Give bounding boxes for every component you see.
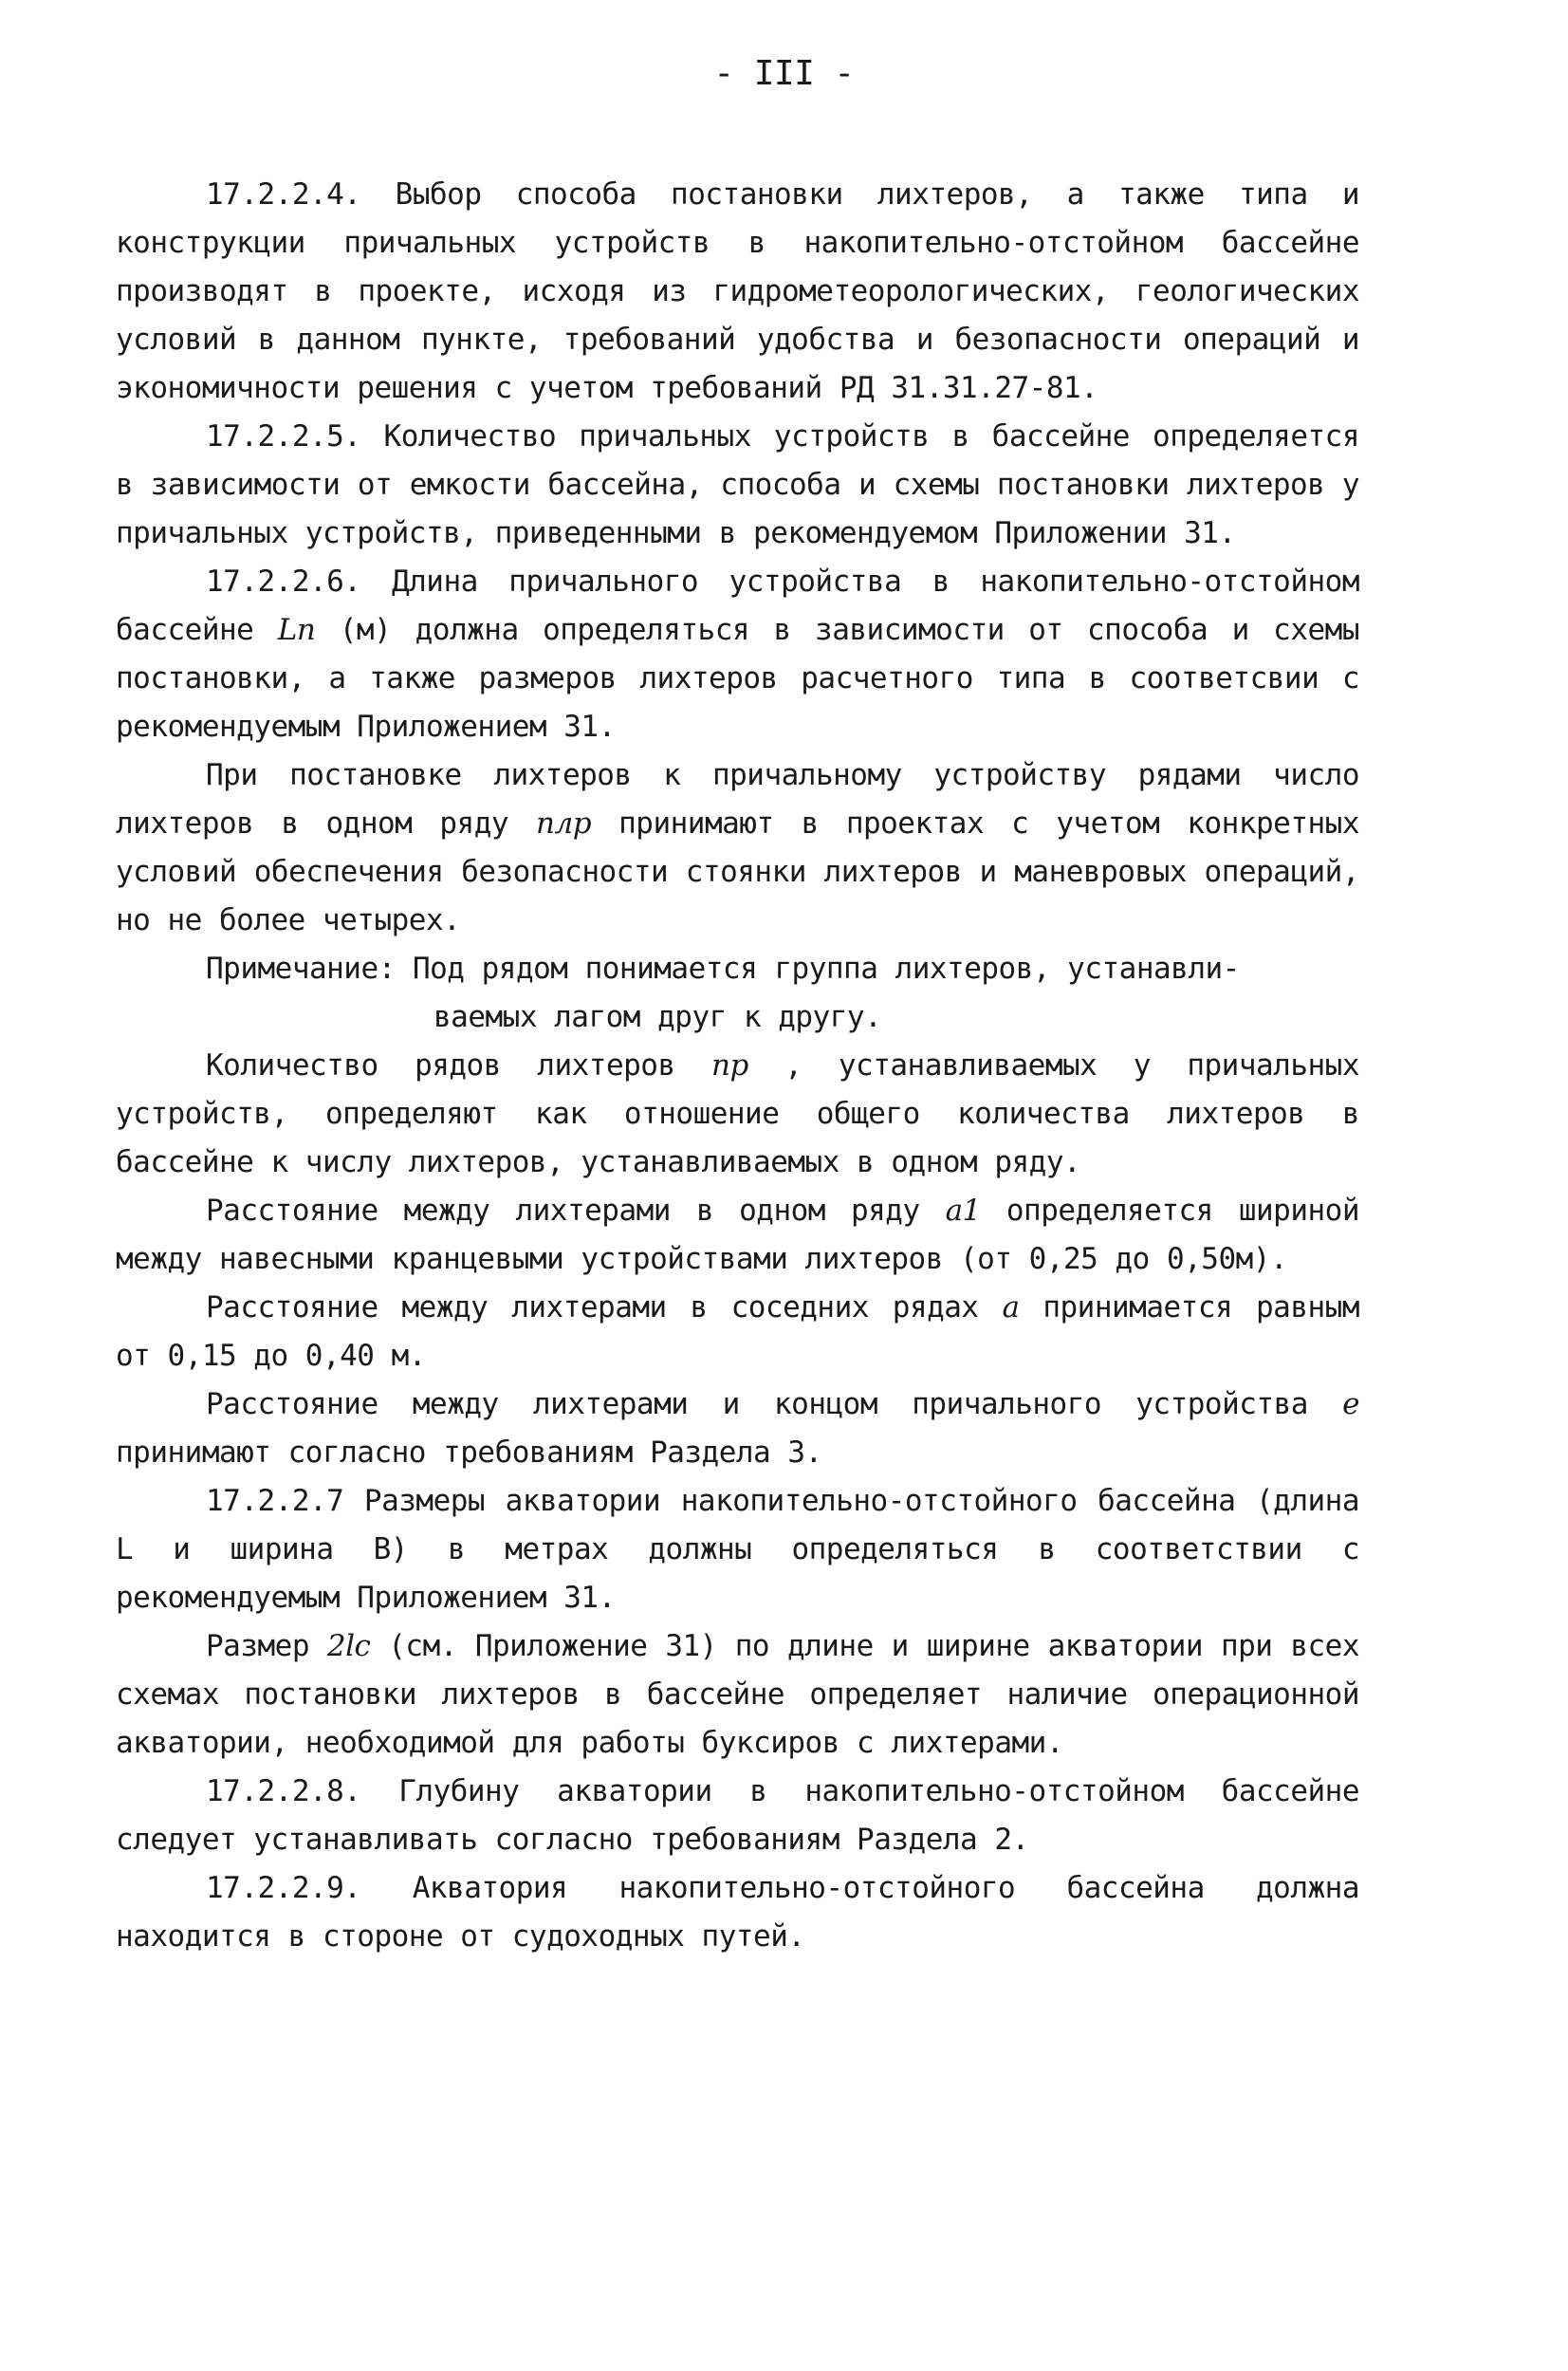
- paragraph-17-2-2-5: 17.2.2.5. Количество причальных устройств в бассейне определяется в зависимости от емкости бассейна, способа и схемы постановки лихтеров у причальных устройств, приведенными в рекомендуемом Приложении 31.: [116, 419, 1359, 550]
- paragraph-size-2lc: [116, 1622, 1359, 1768]
- paragraph-text: Расстояние между лихтерами в соседних рядах: [206, 1290, 1003, 1324]
- paragraph-text: (см. Приложение 31) по длине и ширине акватории при всех схемах постановки лихтеров в бассейне определяет наличие операционной акватории, необходимой для работы буксиров с лихтерами.: [116, 1629, 1359, 1760]
- formula-symbol-2lc: 2lс: [326, 1629, 371, 1663]
- paragraph-text: При постановке лихтеров к причальному устройству рядами число лихтеров в одном ряду: [116, 758, 1359, 841]
- paragraph-17-2-2-7: 17.2.2.7 Размеры акватории накопительно-отстойного бассейна (длина L и ширина B) в метрах должны определяться в соответствии с рекомендуемым Приложением 31.: [116, 1484, 1359, 1615]
- paragraph-text: принимают в проектах с учетом конкретных условий обеспечения безопасности стоянки лихтеров и маневровых операций, но не более четырех.: [116, 806, 1359, 937]
- paragraph-17-2-2-6: [116, 558, 1359, 751]
- paragraph-number-of-rows: [116, 1042, 1359, 1187]
- formula-symbol-a: a: [1002, 1290, 1020, 1324]
- formula-symbol-lp: Lп: [277, 613, 316, 647]
- paragraph-17-2-2-8: 17.2.2.8. Глубину акватории в накопительно-отстойном бассейне следует устанавливать согласно требованиям Раздела 2.: [116, 1774, 1359, 1857]
- paragraph-distance-in-row: [116, 1187, 1359, 1284]
- paragraph-17-2-2-4: 17.2.2.4. Выбор способа постановки лихтеров, а также типа и конструкции причальных устройств в накопительно-отстойном бассейне производят в проекте, исходя из гидрометеорологических, геологических условий в данном пункте, требований удобства и безопасности операций и экономичности решения с учетом требований РД 31.31.27-81.: [116, 177, 1359, 405]
- formula-symbol-np: nр: [711, 1048, 748, 1083]
- paragraph-text: определяется шириной между навесными кранцевыми устройствами лихтеров (от 0,25 до 0,50м).: [116, 1194, 1359, 1276]
- formula-symbol-e: e: [1342, 1387, 1359, 1421]
- paragraph-text: (м) должна определяться в зависимости от способа и схемы постановки, а также размеров лихтеров расчетного типа в соответсвии с рекомендуемым Приложением 31.: [116, 613, 1359, 744]
- note-label: Примечание: Под рядом понимается группа лихтеров, устанавли-: [206, 952, 1240, 986]
- note-continuation: ваемых лагом друг к другу.: [434, 1000, 882, 1034]
- paragraph-text: Количество рядов лихтеров: [206, 1048, 712, 1083]
- formula-symbol-nlr: nлр: [536, 806, 592, 841]
- page-number: - III -: [713, 54, 855, 93]
- formula-symbol-a1: a1: [945, 1194, 981, 1228]
- paragraph-text: 17.2.2.6. Длина причального устройства в накопительно-отстойном бассейне: [116, 565, 1359, 647]
- paragraph-lighters-per-row: [116, 751, 1359, 945]
- paragraph-text: , устанавливаемых у причальных устройств, определяют как отношение общего количества лихтеров в бассейне к числу лихтеров, устанавливаемых в одном ряду.: [116, 1048, 1359, 1179]
- paragraph-text: принимается равным от 0,15 до 0,40 м.: [116, 1290, 1360, 1373]
- paragraph-17-2-2-9: 17.2.2.9. Акватория накопительно-отстойного бассейна должна находится в стороне от судоходных путей.: [116, 1871, 1359, 1954]
- note: [116, 945, 1359, 1042]
- paragraph-text: Расстояние между лихтерами в одном ряду: [206, 1194, 946, 1228]
- document-body: [116, 171, 1359, 1961]
- paragraph-text: Размер: [206, 1629, 327, 1663]
- paragraph-distance-to-end: [116, 1380, 1359, 1477]
- paragraph-text: Расстояние между лихтерами и концом причального устройства: [206, 1387, 1343, 1421]
- paragraph-distance-between-rows: [116, 1284, 1359, 1380]
- paragraph-text: принимают согласно требованиям Раздела 3.: [116, 1436, 822, 1470]
